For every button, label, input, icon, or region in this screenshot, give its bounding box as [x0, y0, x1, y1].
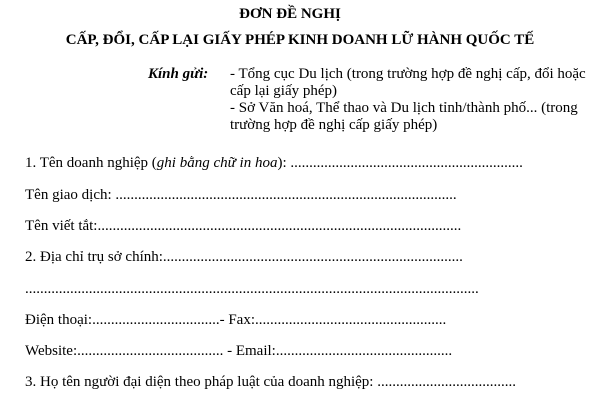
field-short-name: Tên viết tắt:.................................................................................................	[25, 218, 462, 234]
field-legal-representative: 3. Họ tên người đại diện theo pháp luật của doanh nghiệp: .....................................	[25, 374, 516, 390]
recipient-item-tourism-administration: - Tổng cục Du lịch (trong trường hợp đề nghị cấp, đổi hoặc cấp lại giấy phép)	[230, 66, 586, 99]
recipient-label: Kính gửi:	[148, 66, 209, 82]
field-trade-name: Tên giao dịch: ...........................................................................................	[25, 187, 457, 203]
field-company-name	[25, 154, 580, 172]
company-name-dots: ): ..............................................................	[277, 155, 523, 171]
field-hq-address: 2. Địa chỉ trụ sở chính:................................................................................	[25, 249, 463, 265]
form-title: ĐƠN ĐỀ NGHỊ	[239, 6, 341, 22]
recipient-item-provincial-department: - Sở Văn hoá, Thể thao và Du lịch tỉnh/thành phố... (trong trường hợp đề nghị cấp giấy phép)	[230, 100, 578, 133]
field-phone-fax: Điện thoại:..................................- Fax:...................................................	[25, 312, 447, 328]
company-name-note: ghi bằng chữ in hoa	[156, 155, 278, 171]
field-website-email: Website:....................................... - Email:...............................................	[25, 343, 453, 359]
recipient-list	[230, 66, 586, 134]
form-subtitle: CẤP, ĐỔI, CẤP LẠI GIẤY PHÉP KINH DOANH LỮ HÀNH QUỐC TẾ	[65, 32, 535, 48]
company-name-label: 1. Tên doanh nghiệp (	[25, 155, 157, 171]
field-hq-address-continued: .........................................................................................................................	[25, 281, 479, 297]
